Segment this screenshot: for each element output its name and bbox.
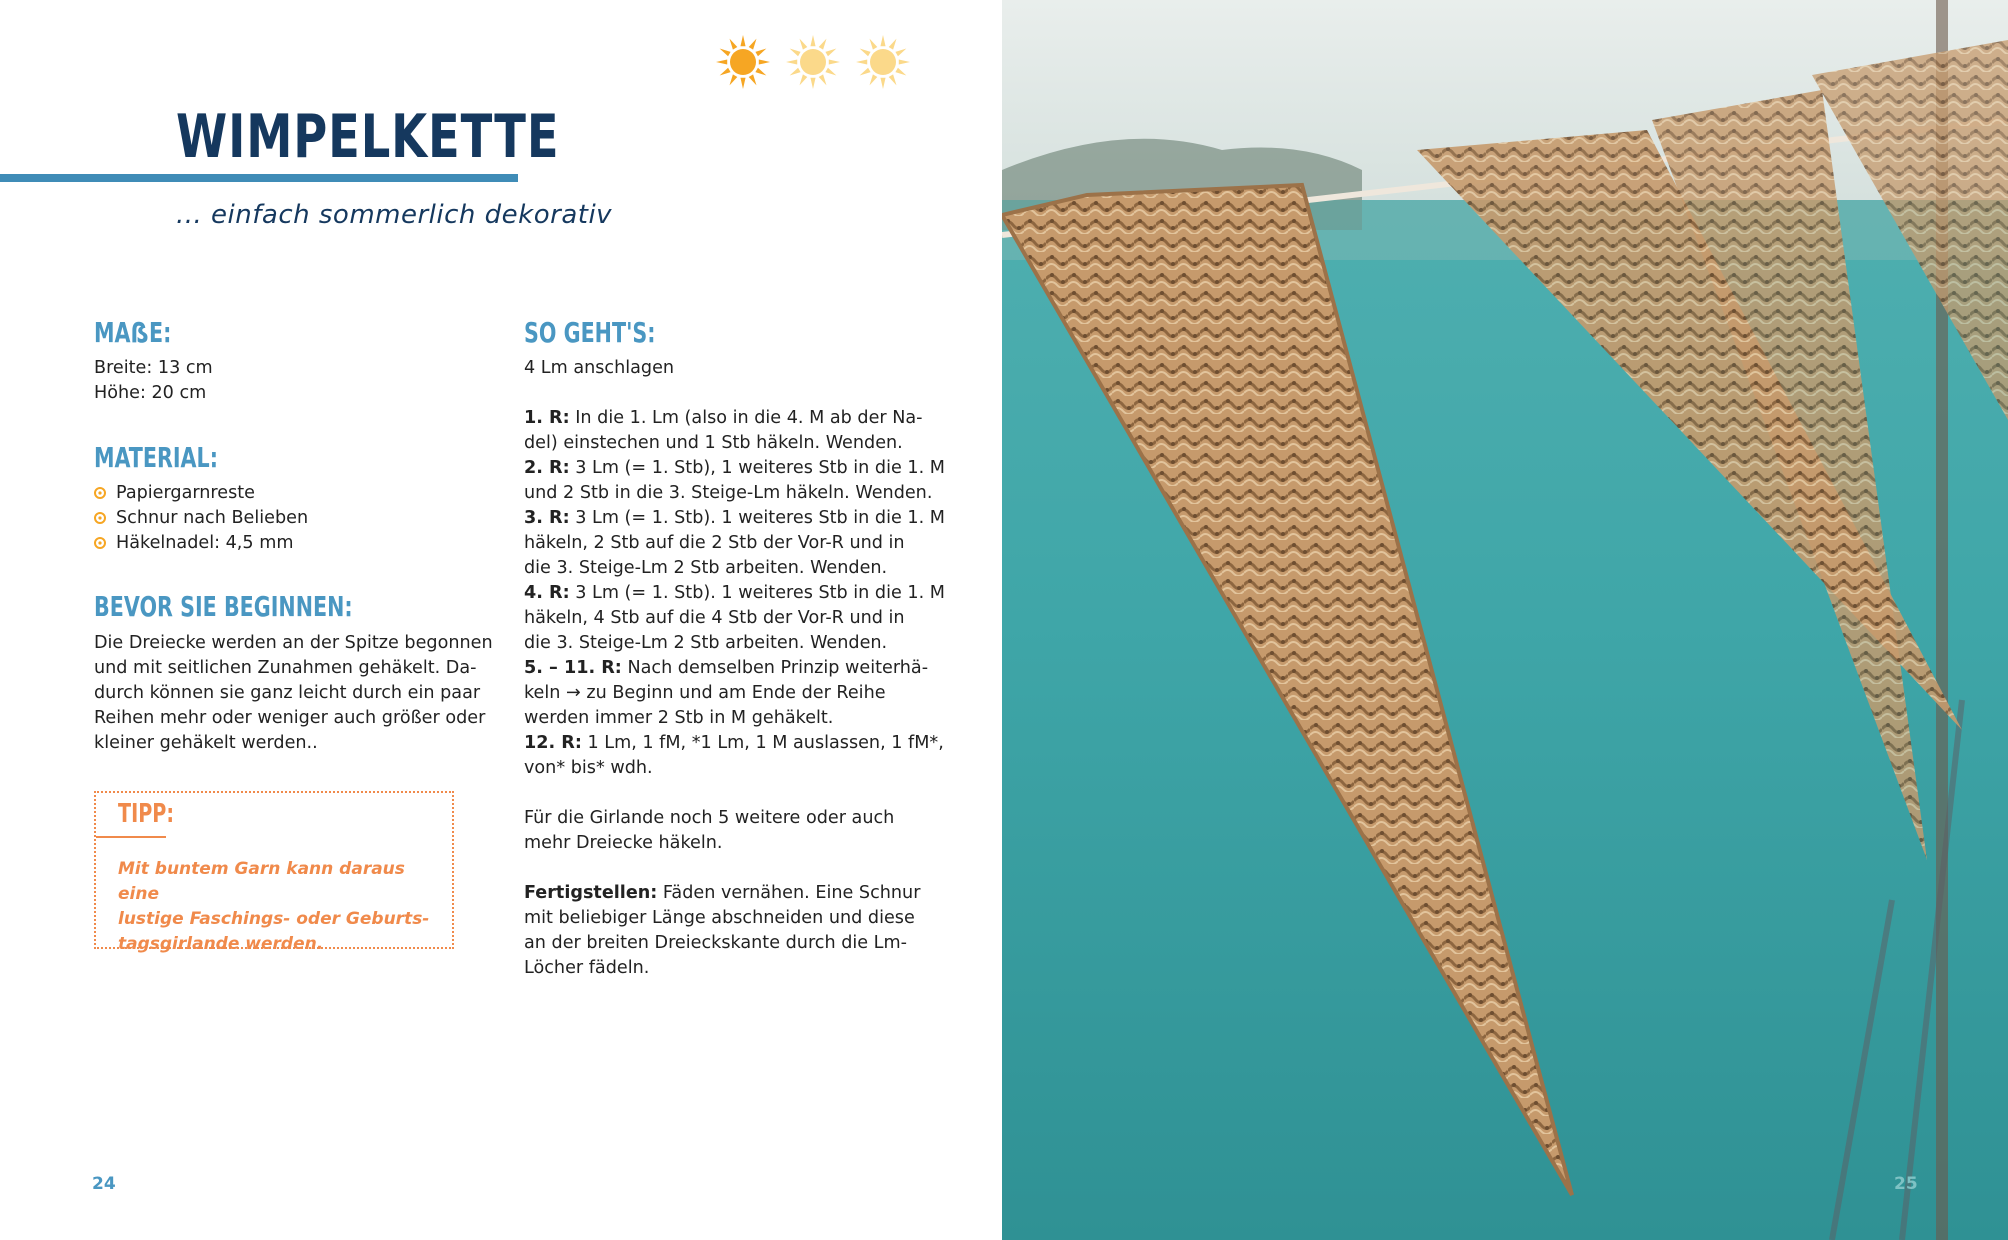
page-number-right: 25: [1894, 1174, 1918, 1194]
tip-heading: TIPP:: [118, 799, 175, 829]
step-row-3: 3. R: 3 Lm (= 1. Stb). 1 weiteres Stb in die 1. M: [524, 508, 945, 528]
list-item: Papiergarnreste: [94, 481, 308, 506]
list-item: Schnur nach Belieben: [94, 506, 308, 531]
step-row-6: 12. R: 1 Lm, 1 fM, *1 Lm, 1 M auslassen, 1 fM*,: [524, 733, 944, 753]
masse-line: Breite: 13 cm: [94, 358, 213, 378]
bunting-photo-illustration: [1002, 0, 2008, 1240]
tip-underline: [96, 836, 166, 838]
material-list: [94, 481, 308, 556]
step-row-2: 2. R: 3 Lm (= 1. Stb), 1 weiteres Stb in die 1. M: [524, 458, 945, 478]
spiral-bullet-icon: [94, 537, 106, 549]
step-row-5: 5. – 11. R: Nach demselben Prinzip weiterhä-: [524, 658, 929, 678]
masse-heading: MAẞE:: [94, 316, 172, 349]
spiral-bullet-icon: [94, 512, 106, 524]
step-row-1: 1. R: In die 1. Lm (also in die 4. M ab der Na-: [524, 408, 923, 428]
title-underline: [0, 174, 518, 182]
photo-crochet-bunting: [1002, 0, 2008, 1240]
bevor-text: Die Dreiecke werden an der Spitze begonnen und mit seitlichen Zunahmen gehäkelt. Da- durch können sie ganz leicht durch ein paar Reihen mehr oder weniger auch größer oder kleiner gehäkelt werden..: [94, 633, 493, 753]
sun-icon: [856, 35, 910, 89]
girlande-line: Für die Girlande noch 5 weitere oder auch: [524, 808, 895, 828]
page-number-left: 24: [92, 1174, 116, 1194]
page-title: WIMPELKETTE: [176, 102, 560, 172]
sun-icon: [786, 35, 840, 89]
difficulty-rating: [710, 30, 920, 98]
instructions: 4 Lm anschlagen 1. R: In die 1. Lm (also in die 4. M ab der Na- del) einstechen und 1 Stb häkeln. Wenden. 2. R: 3 Lm (= 1. Stb), 1 weiteres Stb in die 1. M und 2 Stb in die 3. Steige-Lm häkeln. Wenden. 3. R: 3 Lm (= 1. Stb). 1 weiteres Stb in die 1. M häkeln, 2 Stb auf die 2 Stb der Vor-R und in die 3. Steige-Lm 2 Stb arbeiten. Wenden. 4. R: 3 Lm (= 1. Stb). 1 weiteres Stb in die 1. M häkeln, 4 Stb auf die 4 Stb der Vor-R und in die 3. Steige-Lm 2 Stb arbeiten. Wenden. 5. – 11. R: Nach demselben Prinzip weiterhä- keln → zu Beginn und am Ende der Reihe werden immer 2 Stb in M gehäkelt. 12. R: 1 Lm, 1 fM, *1 Lm, 1 M auslassen, 1 fM*, von* bis* wdh. Für die Girlande noch 5 weitere oder auch mehr Dreiecke häkeln. Fertigstellen: Fäden vernähen. Eine Schnur mit beliebiger Länge abschneiden und diese an der breiten Dreieckskante durch die Lm- Löcher fädeln.: [524, 356, 994, 981]
left-page: [0, 0, 1002, 1240]
intro-line: 4 Lm anschlagen: [524, 358, 675, 378]
masse-line: Höhe: 20 cm: [94, 383, 207, 403]
finishing-line: Fertigstellen: Fäden vernähen. Eine Schnur: [524, 883, 921, 903]
masse-text: [94, 356, 213, 406]
sun-icon: [716, 35, 770, 89]
sogehts-heading: SO GEHT'S:: [524, 316, 656, 349]
step-row-4: 4. R: 3 Lm (= 1. Stb). 1 weiteres Stb in die 1. M: [524, 583, 945, 603]
bevor-heading: BEVOR SIE BEGINNEN:: [94, 590, 353, 623]
page-subtitle: ... einfach sommerlich dekorativ: [176, 200, 613, 230]
list-item: Häkelnadel: 4,5 mm: [94, 531, 308, 556]
tip-text: Mit buntem Garn kann daraus eine lustige Faschings- oder Geburts- tagsgirlande werden.: [118, 859, 430, 954]
spiral-bullet-icon: [94, 487, 106, 499]
tip-box: [94, 791, 454, 954]
material-heading: MATERIAL:: [94, 441, 218, 474]
